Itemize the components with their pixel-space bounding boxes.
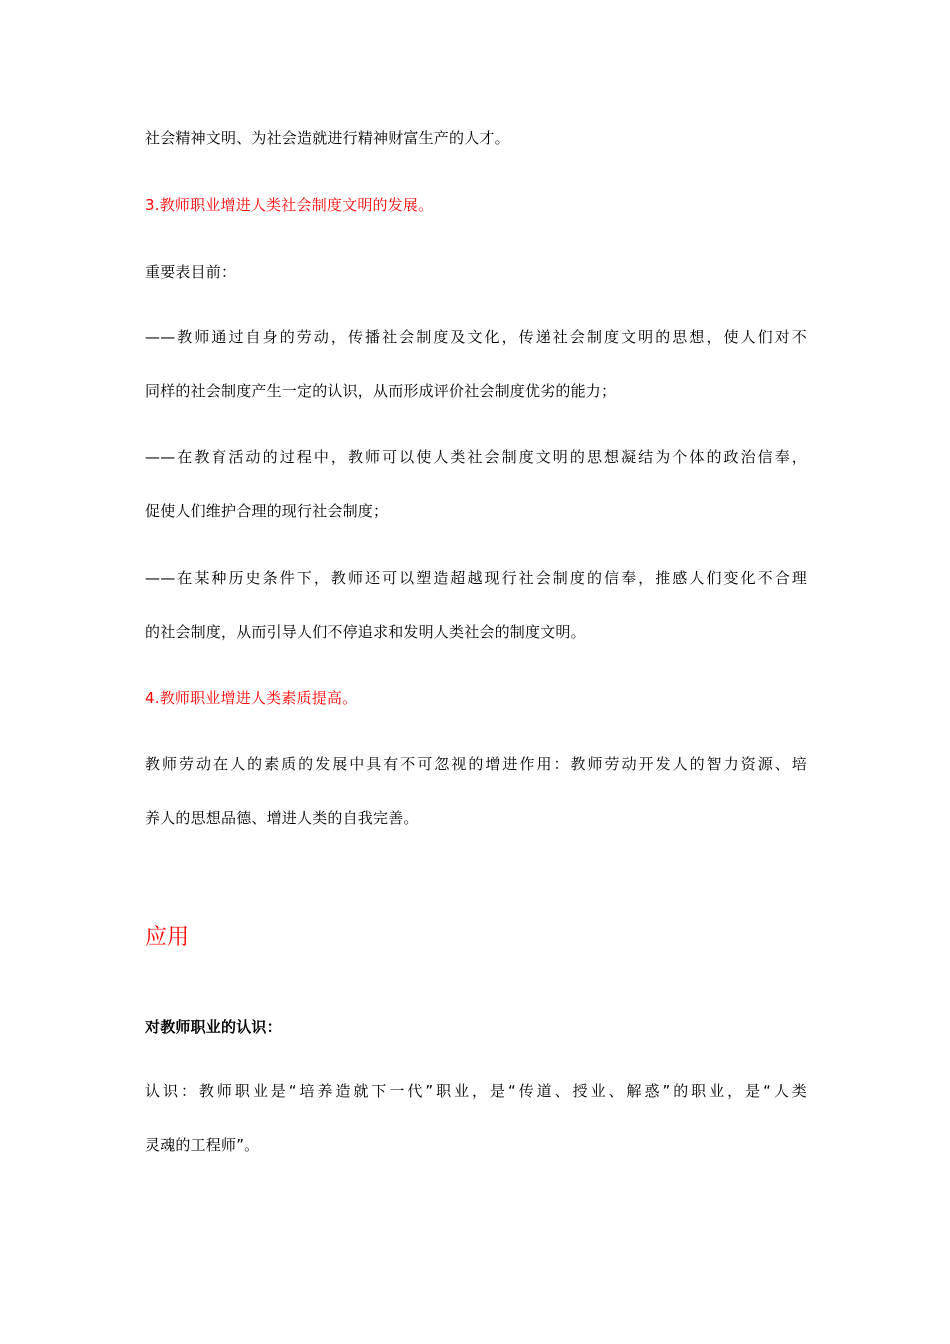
subheading: 对教师职业的认识： (145, 1018, 282, 1036)
paragraph-line: 认识：教师职业是“培养造就下一代”职业，是“传道、授业、解惑”的职业，是“人类 (145, 1082, 807, 1100)
paragraph-line: 养人的思想品德、增进人类的自我完善。 (145, 809, 419, 827)
numbered-heading: 3.教师职业增进人类社会制度文明的发展。 (145, 196, 434, 214)
paragraph-line: 同样的社会制度产生一定的认识，从而形成评价社会制度优劣的能力； (145, 382, 617, 400)
numbered-heading: 4.教师职业增进人类素质提高。 (145, 689, 358, 707)
paragraph-line: 促使人们维护合理的现行社会制度； (145, 502, 389, 520)
paragraph-line: 重要表目前： (145, 263, 237, 281)
section-title: 应用 (145, 925, 190, 950)
paragraph-line: ——在教育活动的过程中，教师可以使人类社会制度文明的思想凝结为个体的政治信奉， (145, 448, 807, 466)
paragraph-line: 教师劳动在人的素质的发展中具有不可忽视的增进作用：教师劳动开发人的智力资源、培 (145, 755, 807, 773)
paragraph-line: ——在某种历史条件下，教师还可以塑造超越现行社会制度的信奉，推感人们变化不合理 (145, 569, 807, 587)
paragraph-line: 社会精神文明、为社会造就进行精神财富生产的人才。 (145, 129, 510, 147)
paragraph-line: 的社会制度，从而引导人们不停追求和发明人类社会的制度文明。 (145, 623, 586, 641)
paragraph-line: ——教师通过自身的劳动，传播社会制度及文化，传递社会制度文明的思想，使人们对不 (145, 328, 807, 346)
paragraph-line: 灵魂的工程师”。 (145, 1136, 260, 1154)
